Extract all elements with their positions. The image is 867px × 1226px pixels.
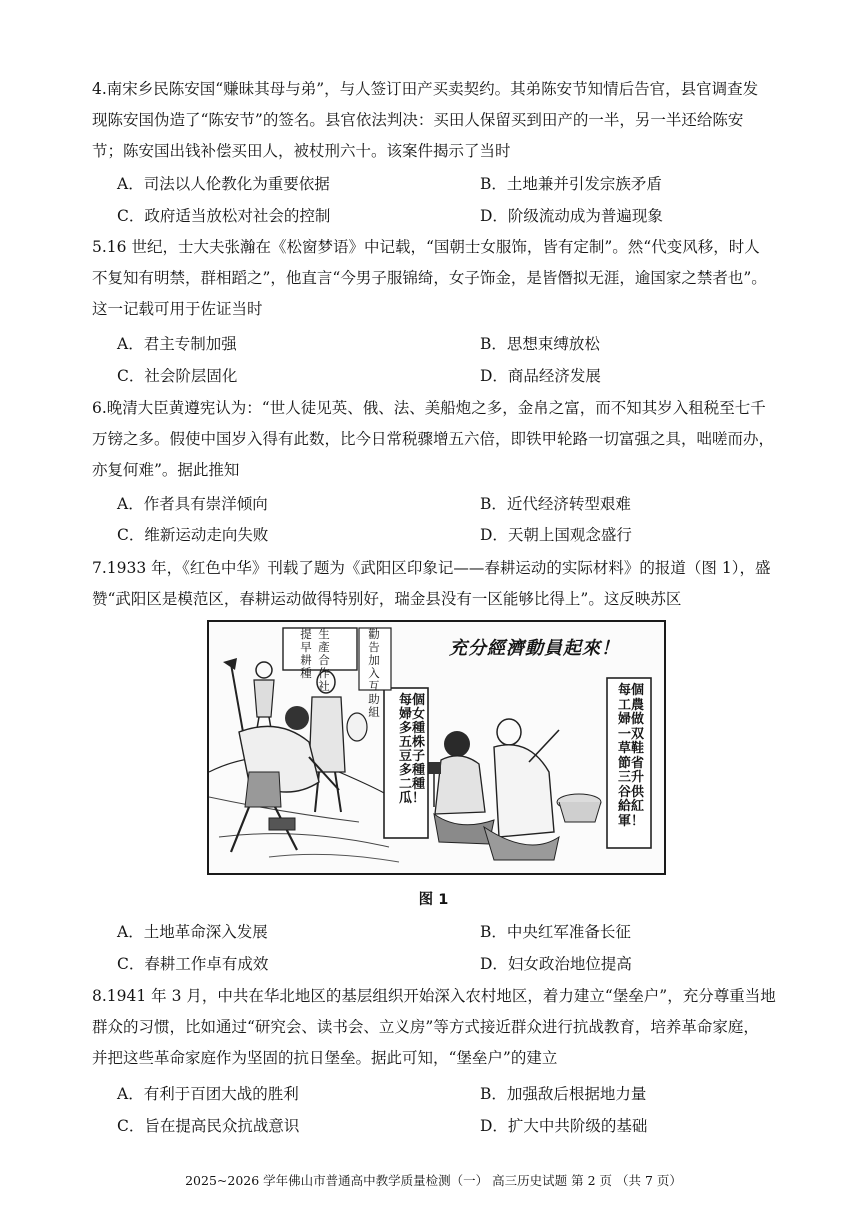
question-5-option-d[interactable]: D．商品经济发展: [480, 367, 601, 385]
question-5-option-b[interactable]: B．思想束缚放松: [480, 335, 600, 353]
bubble-text-early-plowing: 提早耕種: [300, 627, 312, 680]
question-8-line-3: 并把这些革命家庭作为坚固的抗日堡垒。据此可知，“堡垒户”的建立: [92, 1049, 558, 1067]
question-4-option-a[interactable]: A．司法以人伦教化为重要依据: [117, 175, 330, 193]
question-8-options-row-2: [117, 1111, 777, 1141]
question-8-option-c[interactable]: C．旨在提高民众抗战意识: [117, 1117, 300, 1135]
left-sign-slogan: 每個婦女多種五株豆子多種二種瓜！: [398, 693, 425, 806]
question-6-option-c[interactable]: C．维新运动走向失败: [117, 526, 269, 544]
bubble-text-cooperative: 生產合作社: [318, 627, 330, 693]
question-6-line-1: 6.晚清大臣黄遵宪认为：“世人徒见英、俄、法、美船炮之多，金帛之富，而不知其岁入租税至七千: [92, 399, 766, 417]
question-6-option-d[interactable]: D．天朝上国观念盛行: [480, 526, 632, 544]
question-7-stem: [92, 553, 792, 615]
question-8-option-b[interactable]: B．加强敌后根据地力量: [480, 1085, 647, 1103]
question-6-line-3: 亦复何难”。据此推知: [92, 461, 240, 479]
question-8-line-2: 群众的习惯，比如通过“研究会、读书会、立义房”等方式接近群众进行抗战教育，培养革命家庭，: [92, 1018, 759, 1036]
question-7-option-d[interactable]: D．妇女政治地位提高: [480, 955, 632, 973]
question-6-stem: [92, 393, 792, 486]
question-4-line-3: 节；陈安国出钱补偿买田人，被杖刑六十。该案件揭示了当时: [92, 142, 511, 160]
question-7-line-2: 赞“武阳区是模范区，春耕运动做得特别好，瑞金县没有一区能够比得上”。这反映苏区: [92, 590, 682, 608]
question-8-option-d[interactable]: D．扩大中共阶级的基础: [480, 1117, 648, 1135]
question-4-options-row-1: [117, 169, 777, 199]
question-7-option-a[interactable]: A．土地革命深入发展: [117, 923, 268, 941]
question-4-options-row-2: [117, 201, 777, 231]
question-5-option-c[interactable]: C．社会阶层固化: [117, 367, 238, 385]
question-7-options-row-1: [117, 917, 777, 947]
question-4-option-c[interactable]: C．政府适当放松对社会的控制: [117, 207, 331, 225]
question-7-line-1: 7.1933 年，《红色中华》刊载了题为《武阳区印象记——春耕运动的实际材料》的报道（图 1），盛: [92, 559, 771, 577]
question-7-option-c[interactable]: C．春耕工作卓有成效: [117, 955, 269, 973]
question-7-options-row-2: [117, 949, 777, 979]
question-7-option-b[interactable]: B．中央红军准备长征: [480, 923, 631, 941]
question-6-options-row-1: [117, 489, 777, 519]
question-8-option-a[interactable]: A．有利于百团大战的胜利: [117, 1085, 299, 1103]
question-8-options-row-1: [117, 1079, 777, 1109]
bubble-text-join-team: 勸告加入互助組: [368, 627, 380, 719]
question-5-line-1: 5.16 世纪，士大夫张瀚在《松窗梦语》中记载，“国朝士女服饰，皆有定制”。然“代变风移，时人: [92, 238, 760, 256]
question-4-option-b[interactable]: B．土地兼并引发宗族矛盾: [480, 175, 662, 193]
question-5-option-a[interactable]: A．君主专制加强: [117, 335, 237, 353]
question-4-option-d[interactable]: D．阶级流动成为普遍现象: [480, 207, 663, 225]
question-8-stem: [92, 981, 792, 1074]
question-6-option-b[interactable]: B．近代经济转型艰难: [480, 495, 631, 513]
question-6-options-row-2: [117, 520, 777, 550]
question-4-stem: [92, 74, 792, 167]
question-8-line-1: 8.1941 年 3 月，中共在华北地区的基层组织开始深入农村地区，着力建立“堡垒户”，充分尊重当地: [92, 987, 776, 1005]
cartoon-banner: 充分經濟動員起來！: [449, 638, 620, 659]
cartoon-figure: [207, 620, 666, 875]
question-6-option-a[interactable]: A．作者具有崇洋倾向: [117, 495, 268, 513]
question-5-stem: [92, 232, 792, 325]
figure-caption: 图 1: [418, 892, 449, 908]
question-4-line-1: 4.南宋乡民陈安国“赚昧其母与弟”，与人签订田产买卖契约。其弟陈安节知情后告官，县官调查发: [92, 80, 759, 98]
right-sign-slogan: 每個工農婦做一双草鞋節省三升谷供給紅軍！: [617, 683, 644, 829]
question-5-options-row-2: [117, 361, 777, 391]
page-footer: 2025~2026 学年佛山市普通高中教学质量检测（一） 高三历史试题 第 2 页 （共 7 页）: [185, 1173, 682, 1188]
question-5-options-row-1: [117, 329, 777, 359]
question-5-line-3: 这一记载可用于佐证当时: [92, 300, 263, 318]
question-5-line-2: 不复知有明禁，群相蹈之”，他直言“今男子服锦绮，女子饰金，是皆僭拟无涯，逾国家之禁者也”。: [92, 269, 767, 287]
question-4-line-2: 现陈安国伪造了“陈安节”的签名。县官依法判决：买田人保留买到田产的一半，另一半还给陈安: [92, 111, 744, 129]
question-6-line-2: 万镑之多。假使中国岁入得有此数，比今日常税骤增五六倍，即铁甲轮路一切富强之具，咄嗟而办，: [92, 430, 775, 448]
